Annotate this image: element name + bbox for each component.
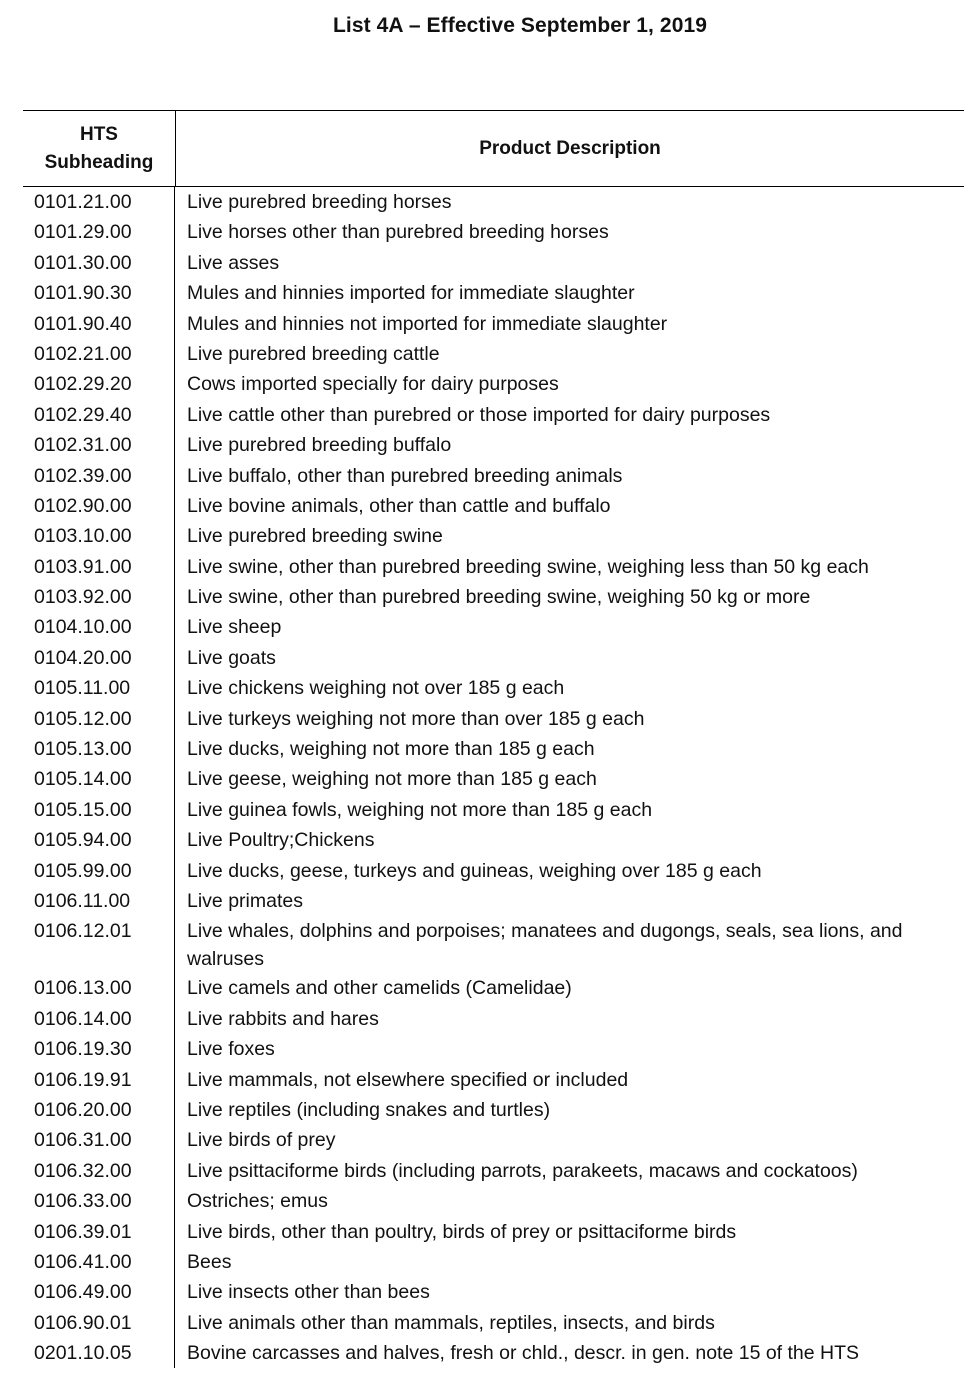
- hts-code-cell: 0106.19.91: [23, 1065, 175, 1095]
- table-row: [23, 916, 964, 973]
- hts-code-cell: 0101.29.00: [23, 217, 175, 247]
- table-row: [23, 673, 964, 703]
- product-description-cell: Live foxes: [187, 1038, 275, 1061]
- product-description-cell: Live rabbits and hares: [187, 1007, 379, 1030]
- hts-code-cell: 0106.11.00: [23, 886, 175, 916]
- hts-code-cell: 0106.90.01: [23, 1308, 175, 1338]
- product-description-cell: Live insects other than bees: [187, 1281, 430, 1304]
- table-row: [23, 643, 964, 673]
- product-description-cell: Mules and hinnies not imported for immediate slaughter: [187, 312, 668, 335]
- table-row: [23, 582, 964, 612]
- header-hts-subheading: [23, 111, 176, 186]
- hts-code-cell: 0106.13.00: [23, 973, 175, 1003]
- product-description-cell: Live psittaciforme birds (including parrots, parakeets, macaws and cockatoos): [187, 1159, 858, 1182]
- table-row: [23, 521, 964, 551]
- hts-code-cell: 0104.10.00: [23, 612, 175, 642]
- hts-code-cell: 0101.90.30: [23, 278, 175, 308]
- hts-code-cell: 0102.21.00: [23, 339, 175, 369]
- hts-code-cell: 0105.94.00: [23, 825, 175, 855]
- table-row: [23, 1186, 964, 1216]
- table-row: [23, 825, 964, 855]
- hts-code-cell: 0102.29.20: [23, 369, 175, 399]
- hts-code-cell: 0103.92.00: [23, 582, 175, 612]
- product-description-cell: Live mammals, not elsewhere specified or included: [187, 1068, 629, 1091]
- page-title: List 4A – Effective September 1, 2019: [332, 14, 708, 37]
- table-row: [23, 278, 964, 308]
- hts-code-cell: 0105.99.00: [23, 856, 175, 886]
- table-header: [23, 110, 964, 187]
- product-description-cell: Live guinea fowls, weighing not more than 185 g each: [187, 798, 653, 821]
- table-row: [23, 795, 964, 825]
- table-row: [23, 973, 964, 1003]
- product-description-cell: Live birds of prey: [187, 1129, 336, 1152]
- table-row: [23, 734, 964, 764]
- product-description-cell: Live purebred breeding horses: [187, 191, 452, 213]
- table-body: [23, 187, 964, 1368]
- product-description-cell: Live turkeys weighing not more than over 185 g each: [187, 707, 645, 730]
- hts-code-cell: 0105.11.00: [23, 673, 175, 703]
- hts-code-cell: 0101.30.00: [23, 248, 175, 278]
- product-description-cell: Live purebred breeding buffalo: [187, 434, 452, 457]
- table-row: [23, 369, 964, 399]
- hts-code-cell: 0106.32.00: [23, 1156, 175, 1186]
- table-row: [23, 1125, 964, 1155]
- table-row: [23, 309, 964, 339]
- product-description-cell: Live swine, other than purebred breeding swine, weighing less than 50 kg each: [187, 555, 869, 578]
- product-description-cell: Live asses: [187, 251, 280, 274]
- product-description-cell: Live horses other than purebred breeding horses: [187, 221, 609, 244]
- hts-code-cell: 0102.39.00: [23, 461, 175, 491]
- table-row: [23, 187, 964, 217]
- header-product-description: Product Description: [479, 137, 661, 159]
- header-hts-line1: HTS: [79, 123, 118, 145]
- table-row: [23, 491, 964, 521]
- table-row: [23, 461, 964, 491]
- hts-code-cell: 0106.31.00: [23, 1125, 175, 1155]
- product-description-cell: Live geese, weighing not more than 185 g each: [187, 768, 597, 791]
- table-row: [23, 248, 964, 278]
- table-row: [23, 764, 964, 794]
- table-row: [23, 1065, 964, 1095]
- hts-code-cell: 0102.90.00: [23, 491, 175, 521]
- table-row: [23, 1308, 964, 1338]
- hts-code-cell: 0106.20.00: [23, 1095, 175, 1125]
- product-description-cell: Live Poultry;Chickens: [187, 829, 375, 852]
- hts-code-cell: 0106.39.01: [23, 1217, 175, 1247]
- hts-code-cell: 0101.90.40: [23, 309, 175, 339]
- product-list-table: [23, 110, 964, 1368]
- hts-code-cell: 0103.10.00: [23, 521, 175, 551]
- product-description-cell: Live ducks, weighing not more than 185 g each: [187, 738, 595, 761]
- product-description-cell: Live birds, other than poultry, birds of prey or psittaciforme birds: [187, 1220, 737, 1243]
- table-row: [23, 430, 964, 460]
- table-row: [23, 704, 964, 734]
- product-description-cell: Live purebred breeding swine: [187, 525, 443, 548]
- table-row: [23, 1277, 964, 1307]
- hts-code-cell: 0105.13.00: [23, 734, 175, 764]
- table-row: [23, 339, 964, 369]
- table-row: [23, 1034, 964, 1064]
- hts-code-cell: 0106.19.30: [23, 1034, 175, 1064]
- product-description-cell: Live sheep: [187, 616, 282, 639]
- header-hts-line2: Subheading: [44, 151, 154, 173]
- hts-code-cell: 0105.12.00: [23, 704, 175, 734]
- table-row: [23, 1247, 964, 1277]
- product-description-cell: Live purebred breeding cattle: [187, 342, 440, 365]
- product-description-cell: Live reptiles (including snakes and turtles): [187, 1098, 551, 1121]
- product-description-cell: Live animals other than mammals, reptiles, insects, and birds: [187, 1311, 715, 1334]
- hts-code-cell: 0101.21.00: [23, 187, 175, 217]
- hts-code-cell: 0102.31.00: [23, 430, 175, 460]
- product-description-cell: Live chickens weighing not over 185 g each: [187, 677, 565, 700]
- product-description-cell: Live goats: [187, 646, 276, 669]
- product-description-cell: Live bovine animals, other than cattle and buffalo: [187, 494, 611, 517]
- hts-code-cell: 0106.33.00: [23, 1186, 175, 1216]
- hts-code-cell: 0105.14.00: [23, 764, 175, 794]
- product-description-cell: Live swine, other than purebred breeding swine, weighing 50 kg or more: [187, 586, 811, 609]
- table-row: [23, 612, 964, 642]
- table-row: [23, 1217, 964, 1247]
- product-description-cell: Live primates: [187, 889, 303, 912]
- table-row: [23, 1004, 964, 1034]
- table-row: [23, 1338, 964, 1368]
- product-description-cell: Live buffalo, other than purebred breeding animals: [187, 464, 623, 487]
- hts-code-cell: 0106.41.00: [23, 1247, 175, 1277]
- table-row: [23, 552, 964, 582]
- product-description-cell: Mules and hinnies imported for immediate slaughter: [187, 282, 635, 305]
- table-row: [23, 1095, 964, 1125]
- hts-code-cell: 0106.12.01: [23, 916, 175, 973]
- product-description-cell: Live ducks, geese, turkeys and guineas, weighing over 185 g each: [187, 859, 762, 882]
- table-row: [23, 886, 964, 916]
- product-description-cell: Live camels and other camelids (Camelidae): [187, 977, 572, 1000]
- product-description-cell: Bovine carcasses and halves, fresh or chld., descr. in gen. note 15 of the HTS: [187, 1342, 860, 1365]
- product-description-cell: Cows imported specially for dairy purposes: [187, 373, 559, 396]
- product-description-cell: Bees: [187, 1250, 232, 1273]
- hts-code-cell: 0104.20.00: [23, 643, 175, 673]
- product-description-cell: Live whales, dolphins and porpoises; manatees and dugongs, seals, sea lions, and walruses: [187, 920, 903, 971]
- table-row: [23, 400, 964, 430]
- hts-code-cell: 0102.29.40: [23, 400, 175, 430]
- hts-code-cell: 0103.91.00: [23, 552, 175, 582]
- hts-code-cell: 0106.49.00: [23, 1277, 175, 1307]
- hts-code-cell: 0201.10.05: [23, 1338, 175, 1368]
- table-row: [23, 856, 964, 886]
- hts-code-cell: 0105.15.00: [23, 795, 175, 825]
- table-row: [23, 217, 964, 247]
- table-row: [23, 1156, 964, 1186]
- product-description-cell: Live cattle other than purebred or those imported for dairy purposes: [187, 403, 771, 426]
- hts-code-cell: 0106.14.00: [23, 1004, 175, 1034]
- product-description-cell: Ostriches; emus: [187, 1190, 328, 1213]
